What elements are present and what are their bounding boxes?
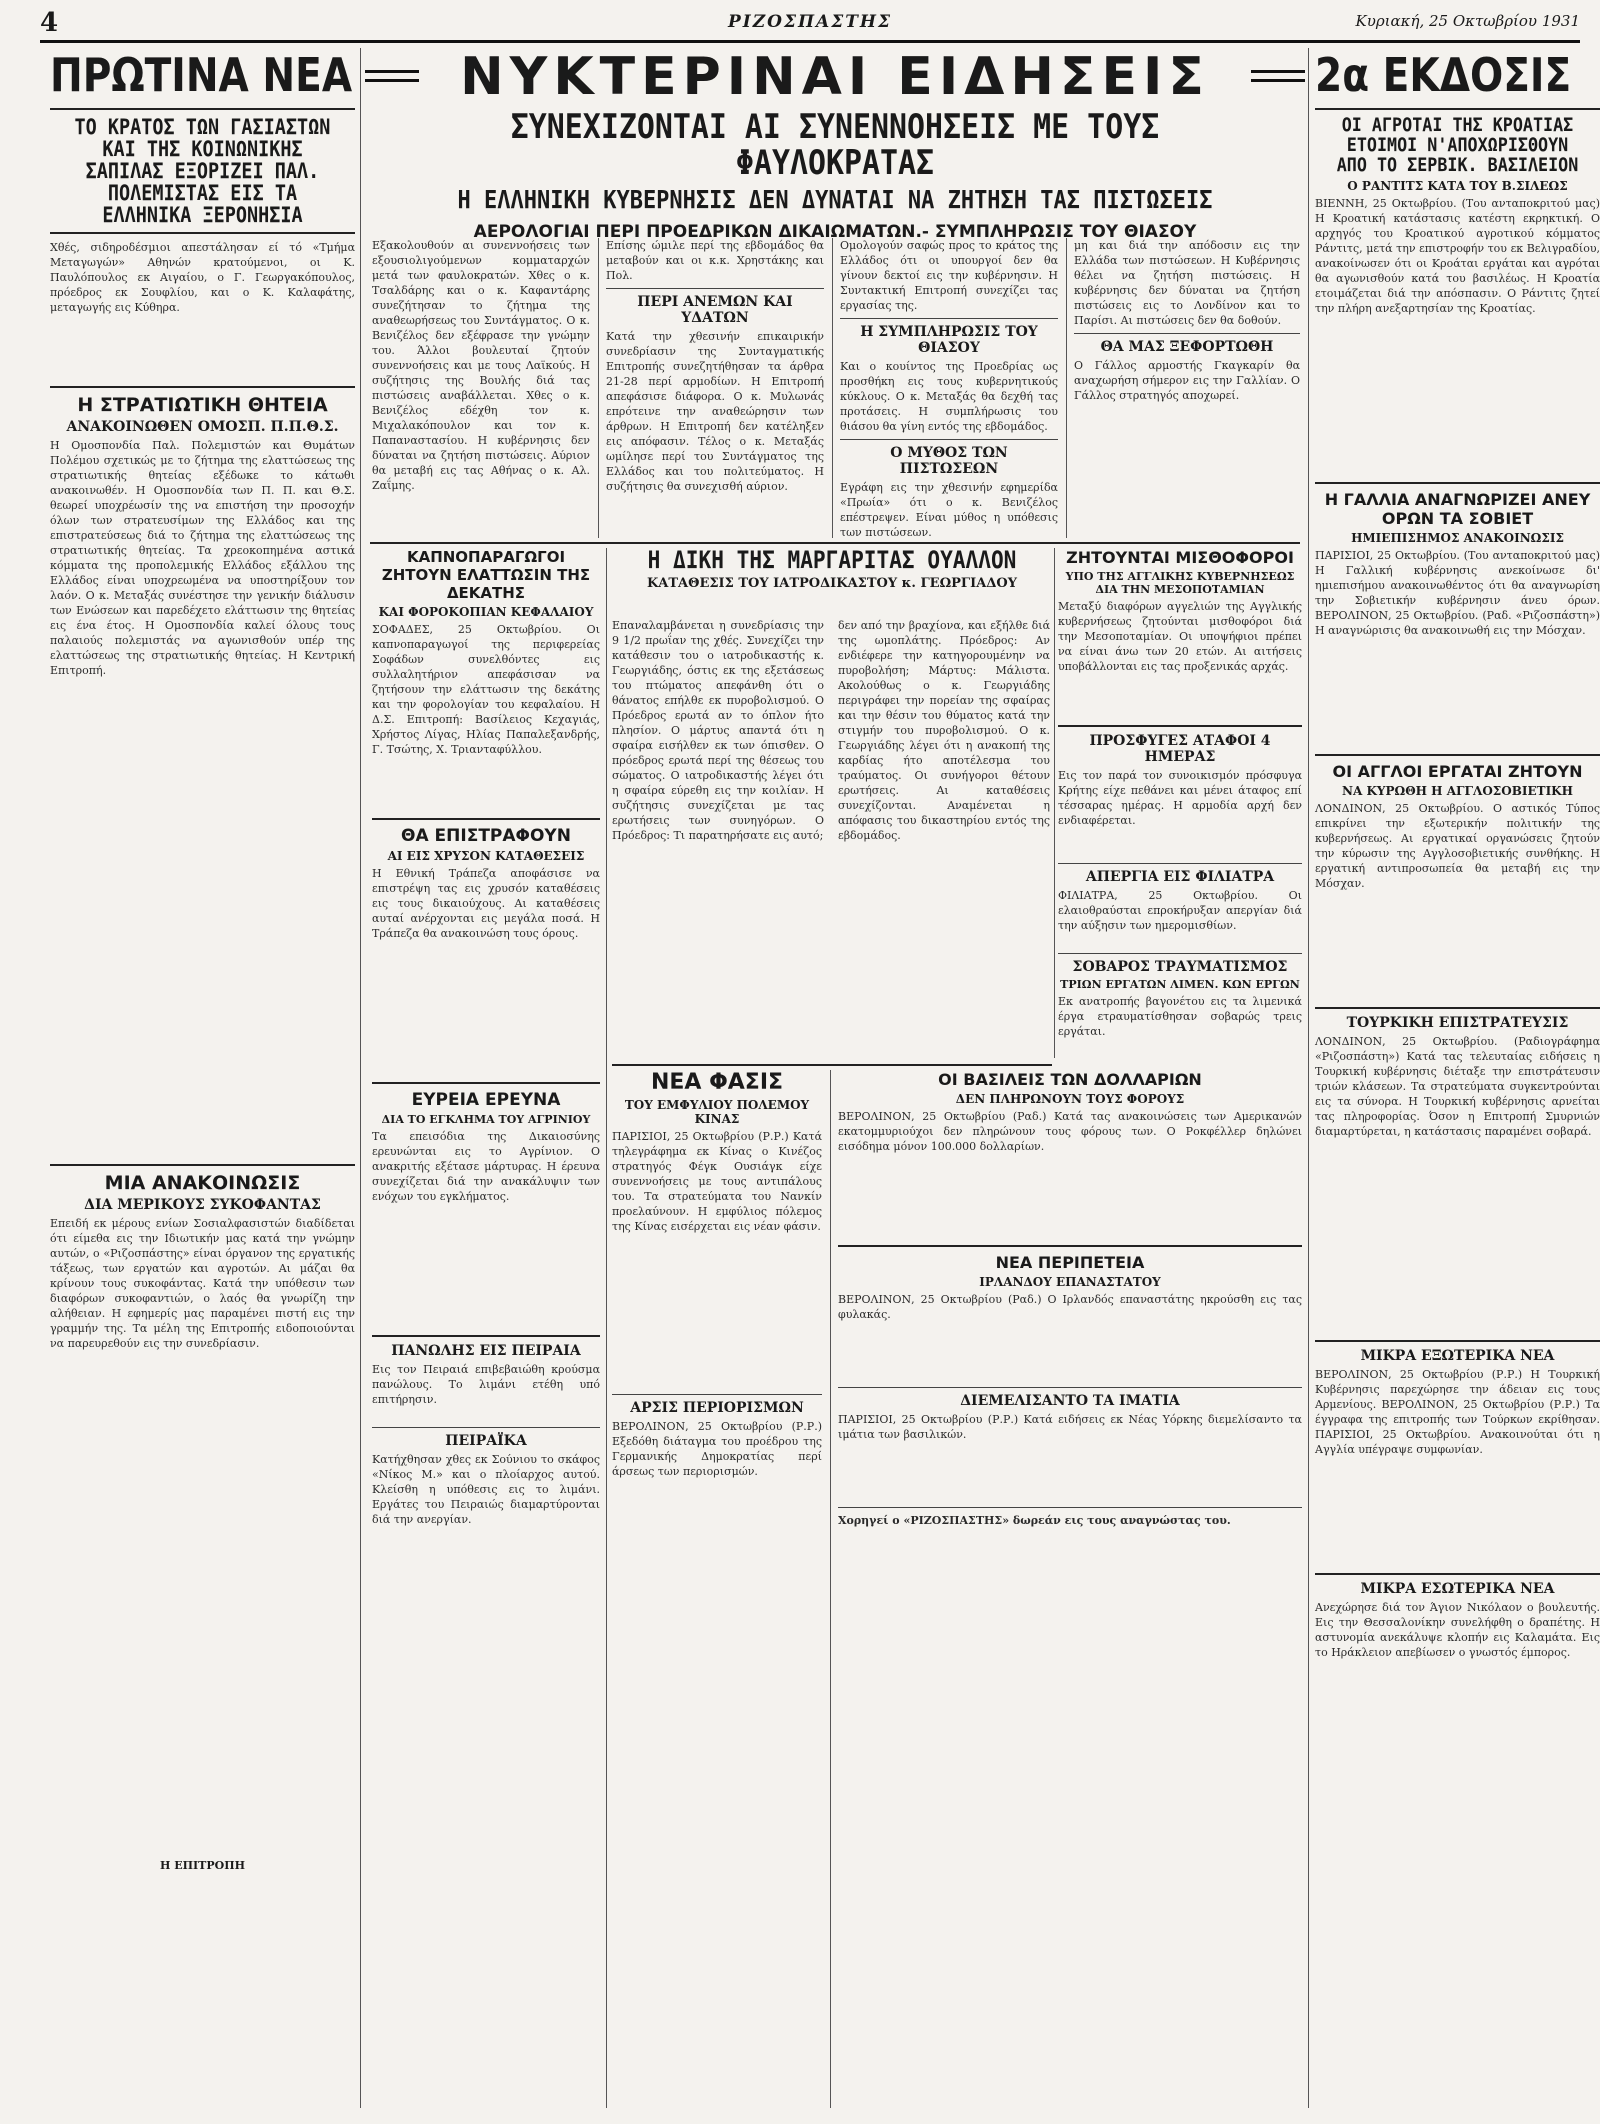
refugees-title: ΠΡΟΣΦΥΓΕΣ ΑΤΑΦΟΙ 4 ΗΜΕΡΑΣ [1089,733,1271,765]
piraeus-title: ΠΕΙΡΑΪΚΑ [445,1433,527,1449]
plague-body: Εις τον Πειραιά επιβεβαιώθη κρούσμα πανώλους. Το λιμάνι ετέθη υπό επιτήρησιν. [372,1363,600,1406]
column-rule [1054,548,1055,1058]
mercenaries-title: ΖΗΤΟΥΝΤΑΙ ΜΙΣΘΟΦΟΡΟΙ [1066,548,1294,567]
section-rule [370,542,1300,544]
divider [1058,953,1302,954]
divider [50,1164,355,1166]
credit-myth-title: Ο ΜΥΘΟΣ ΤΩΝ ΠΙΣΤΩΣΕΩΝ [890,445,1008,477]
agrinio-title: ΕΥΡΕΙΑ ΕΡΕΥΝΑ [411,1090,561,1110]
lead-body: Χθές, σιδηροδέσμιοι απεστάλησαν εί τό «Τμήμα Μεταγωγών» Αθηνών κρατούμενοι, οι Κ. Παυλόπουλος εκ Αιγαίου, ο Γ. Γεωργακόπουλος, πρόεδρος εκ Σουφλίου, και ο Κ. Καλαφάτης, μεταγωγής εις Κύθηρα. [50,241,355,315]
mercenaries-body: Μεταξύ διαφόρων αγγελιών της Αγγλικής κυβερνήσεως ζητούνται μισθοφόροι διά την Μεσοποταμίαν. Οι υποψήφιοι πρέπει να είναι άνω των 20 ετών. Αι αιτήσεις υποβάλλονται εις τας προξενικάς αρχάς. [1058,600,1302,673]
english-workers-body: ΛΟΝΔΙΝΟΝ, 25 Οκτωβρίου. Ο αστικός Τύπος επικρίνει την εξωτερικήν πολιτικήν της κυβερνήσεως. Αι εργατικαί οργανώσεις ζητούν την κύρωσιν της Αγγλοσοβιετικής συνθήκης. Η εργατική αντιπροσωπεία θα μεταβή εις την Μόσχαν. [1315,801,1600,890]
english-workers-title: ΟΙ ΑΓΓΛΟΙ ΕΡΓΑΤΑΙ ΖΗΤΟΥΝ [1332,761,1583,781]
wallon-title: Η ΔΙΚΗ ΤΗΣ ΜΑΡΓΑΡΙΤΑΣ ΟΥΑΛΛΟΝ [647,546,1017,574]
night-news-banner [365,48,1305,106]
section-footer: Η ΕΠΙΤΡΟΠΗ [160,1859,245,1873]
dollar-kings-title: ΟΙ ΒΑΣΙΛΕΙΣ ΤΩΝ ΔΟΛΛΑΡΙΩΝ [938,1070,1202,1089]
column-rule [1308,48,1309,2108]
wallon-trial-article [612,548,1052,1058]
irish-title: ΝΕΑ ΠΕΡΙΠΕΤΕΙΑ [995,1253,1145,1272]
column-second-edition [1315,48,1600,2108]
domestic-news-title: ΜΙΚΡΑ ΕΣΩΤΕΡΙΚΑ ΝΕΑ [1360,1580,1555,1597]
dollar-kings-subtitle: ΔΕΝ ΠΛΗΡΩΝΟΥΝ ΤΟΥΣ ΦΟΡΟΥΣ [955,1092,1185,1106]
divider [50,108,355,110]
divider [840,318,1058,319]
divider [1315,482,1600,484]
china-subtitle: ΤΟΥ ΕΜΦΥΛΙΟΥ ΠΟΛΕΜΟΥ ΚΙΝΑΣ [624,1098,810,1126]
second-edition-header: 2α ΕΚΔΟΣΙΣ [1315,48,1572,102]
divider [50,386,355,388]
masthead-rule [40,40,1580,43]
section-title: ΜΙΑ ΑΝΑΚΟΙΝΩΣΙΣ [104,1172,301,1195]
tobacco-subtitle: ΚΑΙ ΦΟΡΟΚΟΠΙΑΝ ΚΕΦΑΛΑΙΟΥ [378,605,594,619]
divider [606,288,824,289]
wallon-subtitle: ΚΑΤΑΘΕΣΙΣ ΤΟΥ ΙΑΤΡΟΔΙΚΑΣΤΟΥ κ. ΓΕΩΡΓΙΑΔΟΥ [646,576,1018,592]
croatia-headline: ΟΙ ΑΓΡΟΤΑΙ ΤΗΣ ΚΡΟΑΤΙΑΣ ΕΤΟΙΜΟΙ Ν'ΑΠΟΧΩΡΙΣΘΟΥΝ ΑΠΟ ΤΟ ΣΕΡΒΙΚ. ΒΑΣΙΛΕΙΟΝ [1336,114,1579,176]
turkish-mobilization-body: ΛΟΝΔΙΝΟΝ, 25 Οκτωβρίου. (Ραδιογράφημα «Ριζοσπάστη») Κατά τας τελευταίας ειδήσεις η Τουρκική κυβέρνησις διέταξε την επιστράτευσιν τριών κλάσεων. Τα στρατεύματα συγκεντρούνται εις τα σύνορα. Η Τουρκική κυβέρνησις αρνείται τας πληροφορίας. Όσον η Επιτροπή Σμυρνιών διαμαρτύρεται, η κατάστασις παραμένει σοβαρά. [1315,1034,1600,1138]
masthead [40,6,1580,40]
main-column-4 [1074,238,1300,538]
divider [50,232,355,234]
filiatra-title: ΑΠΕΡΓΙΑ ΕΙΣ ΦΙΛΙΑΤΡΑ [1085,869,1275,885]
agrinio-subtitle: ΔΙΑ ΤΟ ΕΓΚΛΗΜΑ ΤΟΥ ΑΓΡΙΝΙΟΥ [381,1113,591,1126]
divider [1074,333,1300,334]
filiatra-body: ΦΙΛΙΑΤΡΑ, 25 Οκτωβρίου. Οι ελαιοθραύσται επροκήρυξαν απεργίαν διά την αύξησιν των ημερομισθίων. [1058,889,1302,932]
winds-waters-body: Κατά την χθεσινήν επικαιρικήν συνεδρίασιν της Συνταγματικής Επιτροπής συνεζητήθησαν τα άρθρα 21-28 περί αρμοδίων. Η Επιτροπή απεφάσισε διάφορα. Ο κ. Μυλωνάς επρότεινε την αναθεώρησιν των άρθρων. Η Επιτροπή δεν κατέληξεν εις απόφασιν. Τέλος ο κ. Μεταξάς ωμίλησε περί του Συντάγματος της Ελλάδος και του πολιτεύματος. Η συζήτησις θα συνεχισθή αύριον. [606,330,824,493]
mid-right-column [1058,548,1302,1058]
troupe-body: Και ο κουίντος της Προεδρίας ως προσθήκη εις τους κυβερνητικούς κύκλους. Ο κ. Μεταξάς θα δεχθή τας προτάσεις. Η συμπλήρωσις του θιάσου θα γίνη εντός της εβδομάδος. [840,360,1058,433]
promo-note: Χορηγεί ο «ΡΙΖΟΣΠΑΣΤΗΣ» δωρεάν εις τους αναγνώστας του. [838,1514,1231,1527]
mid-left-column [372,548,600,2108]
divider [1315,108,1600,110]
lead-headline: ΤΟ ΚΡΑΤΟΣ ΤΩΝ ΓΑΣΙΑΣΤΩΝ ΚΑΙ ΤΗΣ ΚΟΙΝΩΝΙΚΗΣ ΣΑΠΙΛΑΣ ΕΞΟΡΙΖΕΙ ΠΑΛ. ΠΟΛΕΜΙΣΤΑΣ ΕΙΣ ΤΑ ΕΛΛΗΝΙΚΑ ΞΕΡΟΝΗΣΙΑ [74,115,331,228]
column-4-body: μη και διά την απόδοσιν εις την Ελλάδα των πιστώσεων. Η Κυβέρνησις θέλει να ζητήση πιστώσεις. Η κυβέρνησις δεν δύναται να ζητήση πιστώσεις εις το Λονδίνον και το Παρίσι. Αι πιστώσεις δεν θα δοθούν. [1074,239,1300,327]
troupe-title: Η ΣΥΜΠΛΗΡΩΣΙΣ ΤΟΥ ΘΙΑΣΟΥ [860,324,1038,356]
divider [838,1245,1302,1247]
mercenaries-subtitle: ΥΠΟ ΤΗΣ ΑΓΓΛΙΚΗΣ ΚΥΒΕΡΝΗΣΕΩΣ ΔΙΑ ΤΗΝ ΜΕΣΟΠΟΤΑΜΙΑΝ [1065,570,1295,596]
main-headline-block [370,107,1300,242]
unload-title: ΘΑ ΜΑΣ ΞΕΦΟΡΤΩΘΗ [1100,339,1274,355]
divider [372,1427,600,1428]
domestic-news-body: Ανεχώρησε διά τον Άγιον Νικόλαον ο βουλευτής. Εις την Θεσσαλονίκην συνελήφθη ο δραπέτης. Η αστυνομία ανεκάλυψε κλοπήν εις Καλαμάτα. Εις το Ηράκλειον απεβίωσεν ο γνωστός έμπορος. [1315,1600,1600,1659]
section-body: Η Ομοσπονδία Παλ. Πολεμιστών και Θυμάτων Πολέμου σχετικώς με το ζήτημα της ελαττώσεως της στρατιωτικής θητείας εξέδωκε το κάτωθι ανακοινωθέν. Η Ομοσπονδία των Π. Π. και Θ.Σ. θεωρεί υποχρέωσίν της να επιστήση την προσοχήν όλων των στρατευσίμων της Ελλάδος και της επιστρατεύσεως διά το ζήτημα της ελαττώσεως της στρατιωτικής θητείας. Τα χρεοκοπημένα αστικά κόμματα της προπολεμικής Ελλάδος εξάλλου της Ελλάδος είναι υποχρεωμένα να υποστηρίξουν τον λαόν. Ο κ. Μεταξάς συνέστησε την γενικήν διάλυσιν των Ενώσεων και παρεδέχετο ελάττωσιν της θητείας εις ένα έτος. Η Ομοσπονδία καλεί όλους τους παλαιούς πολεμιστάς να αγωνισθούν υπέρ της ελαττώσεως της στρατιωτικής θητείας. Η Κεντρική Επιτροπή. [50,439,355,678]
column-early-news [50,48,355,2108]
english-workers-subtitle: ΝΑ ΚΥΡΩΘΗ Η ΑΓΓΛΟΣΟΒΙΕΤΙΚΗ [1342,783,1573,798]
injury-subtitle: ΤΡΙΩΝ ΕΡΓΑΤΩΝ ΛΙΜΕΝ. ΚΩΝ ΕΡΓΩΝ [1060,978,1300,991]
piraeus-body: Κατήχθησαν χθες εκ Σούνιου το σκάφος «Νίκος Μ.» και ο πλοίαρχος αυτού. Κλείσθη η υπόθεσις εις το λιμάνι. Εργάτες του Πειραιώς διαμαρτύρονται διά την ανεργίαν. [372,1453,600,1526]
divider [612,1394,822,1395]
main-column-3 [840,238,1058,538]
main-subhead-2: ΑΕΡΟΛΟΓΙΑΙ ΠΕΡΙ ΠΡΟΕΔΡΙΚΩΝ ΔΙΚΑΙΩΜΑΤΩΝ.- ΣΥΜΠΛΗΡΩΣΙΣ ΤΟΥ ΘΙΑΣΟΥ [473,221,1197,242]
divider [1058,863,1302,864]
column-3-top: Ομολογούν σαφώς προς το κράτος της Ελλάδος ότι οι υπουργοί δεν θα γίνουν δεκτοί εις την κυβέρνησιν. Η Συντακτική Επιτροπή συνεχίζει τας εργασίας της. [840,239,1058,312]
section-rule [612,1064,1052,1066]
section-subtitle: ΔΙΑ ΜΕΡΙΚΟΥΣ ΣΥΚΟΦΑΝΤΑΣ [84,1197,321,1214]
paper-name: ΡΙΖΟΣΠΑΣΤΗΣ [728,12,892,32]
column-rule [1066,238,1067,538]
garments-body: ΠΑΡΙΣΙΟΙ, 25 Οκτωβρίου (Ρ.Ρ.) Κατά ειδήσεις εκ Νέας Υόρκης διεμελίσαντο τα ιμάτια των βασιλικών. [838,1413,1302,1441]
foreign-news-title: ΜΙΚΡΑ ΕΞΩΤΕΡΙΚΑ ΝΕΑ [1360,1347,1555,1364]
column-rule [832,238,833,538]
china-body: ΠΑΡΙΣΙΟΙ, 25 Οκτωβρίου (Ρ.Ρ.) Κατά τηλεγράφημα εκ Κίνας ο Κινέζος στρατηγός Φέγκ Ουσιάγκ είχε συνεννοήσεις με τους αντιπάλους του. Τα στρατεύματα του Νανκίν προελαύνουν. Η εμφύλιος πόλεμος της Κίνας εισέρχεται εις νέαν φάσιν. [612,1130,822,1233]
divider [1315,1573,1600,1575]
divider [1058,725,1302,727]
unload-body: Ο Γάλλος αρμοστής Γκαγκαρίν θα αναχωρήση σήμερον εις την Γαλλίαν. Ο Γάλλος στρατηγός αποχωρεί. [1074,359,1300,402]
lower-right-block [838,1070,1302,2108]
wallon-body-right: δεν από την βραχίονα, και εξήλθε διά της ωμοπλάτης. Πρόεδρος: Αν ενδιέφερε την κατηγορουμένην να πυροβολήση; Μάρτυς: Μάλιστα. Ακολούθως ο κ. Γεωργιάδης περιγράφει την πορείαν της σφαίρας και την θέσιν του θύματος κατά την στιγμήν του πυροβολισμού. Ο κ. Γεωργιάδης λέγει ότι η ανακοπή της καρδίας ήτο αποτέλεσμα του τραύματος. Οι συνήγοροι θέτουν ερωτήσεις. Αι καταθέσεις συνεχίζονται. Αναμένεται η απόφασις του δικαστηρίου εντός της εβδομάδος. [838,619,1050,842]
main-headline: ΣΥΝΕΧΙΖΟΝΤΑΙ ΑΙ ΣΥΝΕΝΝΟΗΣΕΙΣ ΜΕ ΤΟΥΣ ΦΑΥΛΟΚΡΑΤΑΣ [510,107,1160,183]
agrinio-body: Τα επεισόδια της Δικαιοσύνης ερευνώνται εις το Αγρίνιον. Ο ανακριτής εξέτασε μάρτυρας. Η έρευνα συνεχίζεται διά την ανακάλυψιν των ενόχων του εγκλήματος. [372,1130,600,1203]
tobacco-body: ΣΟΦΑΔΕΣ, 25 Οκτωβρίου. Οι καπνοπαραγωγοί της περιφερείας Σοφάδων συνελθόντες εις συλλαλητήριον απεφάσισαν να ζητήσουν την ελάττωσιν της δεκάτης και την φορολογίαν του κεφαλαίου. Η Δ.Σ. Επιτροπή: Βασίλειος Κεχαγιάς, Χρήστος Λίγας, Ηλίας Παπαλεξανδρής, Γ. Τσώτης, Χ. Τριανταφύλλου. [372,623,600,756]
dollar-kings-body: ΒΕΡΟΛΙΝΟΝ, 25 Οκτωβρίου (Ραδ.) Κατά τας ανακοινώσεις των Αμερικανών εκατομμυριούχοι δεν πληρώνουν τους φόρους των. Ο Ροκφέλλερ δηλώνει εισόδημα μόνον 100.000 δολλαρίων. [838,1110,1302,1153]
divider [840,439,1058,440]
china-article [612,1070,822,2108]
france-soviet-title: Η ΓΑΛΛΙΑ ΑΝΑΓΝΩΡΙΖΕΙ ΑΝΕΥ ΟΡΩΝ ΤΑ ΣΟΒΙΕΤ [1324,489,1591,528]
page-number: 4 [40,8,59,38]
croatia-body: ΒΙΕΝΝΗ, 25 Οκτωβρίου. (Του ανταποκριτού μας) Η Κροατική κατάστασις κατέστη εκρηκτική. Ο αρχηγός του Κροατικού αγροτικού κόμματος Ράντιτς, μετά την επιστροφήν του εκ Βελιγραδίου, ανακοίνωσεν ότι οι Κροάται εργάται και αγρόται θα αγωνισθούν κατά του βασιλέως. Η Κροατία ετοιμάζεται διά την απόσπασιν. Ο Ράντιτς ζητεί την πλήρη ανεξαρτησίαν της Κροατίας. [1315,196,1600,315]
tobacco-title: ΚΑΠΝΟΠΑΡΑΓΩΓΟΙ ΖΗΤΟΥΝ ΕΛΑΤΤΩΣΙΝ ΤΗΣ ΔΕΚΑΤΗΣ [381,548,591,602]
gold-deposits-subtitle: ΑΙ ΕΙΣ ΧΡΥΣΟΝ ΚΑΤΑΘΕΣΕΙΣ [387,849,585,863]
divider [372,1082,600,1084]
section-body: Επειδή εκ μέρους ενίων Σοσιαλφασιστών διαδίδεται ότι είμεθα εις την Ιδιωτικήν μας κατά την γνώμην αυτών, ο «Ριζοσπάστης» είναι όργανον της εργατικής τάξεως, των εργατών και αγροτών. Αι μάζαι θα κρίνουν τους συκοφάντας. Κατά την υπόθεσιν των διαφόρων συκοφαντιών, ο λαός θα γνωρίζη την αλήθειαν. Η εφημερίς μας παραμένει πιστή εις την γραμμήν της. Τα μέλη της Επιτροπής ειδοποιούνται να παρευρεθούν εις την συνεδρίασιν. [50,1217,355,1351]
column-rule [598,238,599,538]
divider [1315,1340,1600,1342]
irish-body: ΒΕΡΟΛΙΝΟΝ, 25 Οκτωβρίου (Ραδ.) Ο Ιρλανδός επαναστάτης ηκρούσθη εις τας φυλακάς. [838,1293,1302,1321]
divider [372,1335,600,1337]
banner-ornament-left [365,70,419,82]
column-rule [830,1070,831,2108]
winds-waters-title: ΠΕΡΙ ΑΝΕΜΩΝ ΚΑΙ ΥΔΑΤΩΝ [637,294,793,326]
column-2-top: Επίσης ώμιλε περί της εβδομάδος θα μεταβούν και οι κ.κ. Χρηστάκης και Πολ. [606,239,824,282]
garments-title: ΔΙΕΜΕΛΙΣΑΝΤΟ ΤΑ ΙΜΑΤΙΑ [960,1393,1180,1409]
banner-title: ΝΥΚΤΕΡΙΝΑΙ ΕΙΔΗΣΕΙΣ [460,47,1210,107]
france-soviet-body: ΠΑΡΙΣΙΟΙ, 25 Οκτωβρίου. (Του ανταποκριτού μας) Η Γαλλική κυβέρνησις ανεκοίνωσε δι' ημιεπισήμου ανακοινωθέντος ότι θα αναγνωρίση την Σοβιετικήν κυβέρνησιν άνευ όρων. ΒΕΡΟΛΙΝΟΝ, 25 Οκτωβρίου. (Ραδ. «Ριζοσπάστη») Η αναγνώρισις θα ανακοινωθή εις την Μόσχαν. [1315,548,1600,637]
main-subhead: Η ΕΛΛΗΝΙΚΗ ΚΥΒΕΡΝΗΣΙΣ ΔΕΝ ΔΥΝΑΤΑΙ ΝΑ ΖΗΤΗΣΗ ΤΑΣ ΠΙΣΤΩΣΕΙΣ [457,185,1213,215]
section-subtitle: ΑΝΑΚΟΙΝΩΘΕΝ ΟΜΟΣΠ. Π.Π.Θ.Σ. [66,419,339,436]
gold-deposits-body: Η Εθνική Τράπεζα αποφάσισε να επιστρέψη τας εις χρυσόν καταθέσεις εις τους δικαιούχους. Αι καταθέσεις αυταί ανέρχονται εις μεγάλα ποσά. Η Τράπεζα θα ανακοινώση τους όρους. [372,867,600,940]
injury-title: ΣΟΒΑΡΟΣ ΤΡΑΥΜΑΤΙΣΜΟΣ [1072,959,1288,975]
divider [1315,754,1600,756]
wallon-body-left: Επαναλαμβάνεται η συνεδρίασις την 9 1/2 πρωΐαν της χθές. Συνεχίζει την κατάθεσιν του ο ιατροδικαστής κ. Γεωργιάδης, όστις εκ της εξετάσεως του πτώματος απεφάνθη ότι ο θάνατος επήλθε εκ πυροβολισμού. Ο Πρόεδρος ερωτά αν το όπλον ήτο πλησίον. Ο μάρτυς απαντά ότι η σφαίρα εισήλθεν εκ των όπισθεν. Ο πρόεδρος ερωτά περί της θέσεως του σώματος. Ο ιατροδικαστής λέγει ότι η σφαίρα εύρεθη εις την κοιλίαν. Η συζήτησις συνεχίζεται με τας ερωτήσεις των συνηγόρων. Ο Πρόεδρος: Τι παρατηρήσατε εις αυτό; [612,619,824,842]
china-title: ΝΕΑ ΦΑΣΙΣ [650,1070,784,1095]
injury-body: Εκ ανατροπής βαγονέτου εις τα λιμενικά έργα ετραυματίσθησαν σοβαρώς τρεις εργάται. [1058,995,1302,1038]
main-column-2 [606,238,824,538]
foreign-news-body: ΒΕΡΟΛΙΝΟΝ, 25 Οκτωβρίου (Ρ.Ρ.) Η Τουρκική Κυβέρνησις παρεχώρησε την άδειαν εις τους Αρμενίους. ΒΕΡΟΛΙΝΟΝ, 25 Οκτωβρίου (Ρ.Ρ.) Τα έγγραφα της επιτροπής των Τούρκων εκρίθησαν. ΠΑΡΙΣΙΟΙ, 25 Οκτωβρίου. Ανακοινούται ότι η Αγγλία υπέγραψε συμφωνίαν. [1315,1367,1600,1456]
credit-myth-body: Εγράφη εις την χθεσινήν εφημερίδα «Πρωία» ότι ο κ. Βενιζέλος επέστρεψεν. Είναι μύθος η υπόθεσις των πιστώσεων. [840,481,1058,539]
refugees-body: Εις τον παρά τον συνοικισμόν πρόσφυγα Κρήτης είχε πεθάνει και μένει άταφος επί τέσσαρας ημέρας. Η αρμοδία αρχή δεν ενδιαφέρεται. [1058,769,1302,827]
irish-subtitle: ΙΡΛΑΝΔΟΥ ΕΠΑΝΑΣΤΑΤΟΥ [979,1275,1161,1289]
divider [1315,1007,1600,1009]
restrictions-title: ΑΡΣΙΣ ΠΕΡΙΟΡΙΣΜΩΝ [630,1400,804,1416]
croatia-subtitle: Ο ΡΑΝΤΙΤΣ ΚΑΤΑ ΤΟΥ Β.ΣΙΛΕΩΣ [1347,178,1568,193]
early-news-header: ΠΡΩΤΙΝΑ ΝΕΑ [50,48,353,102]
gold-deposits-title: ΘΑ ΕΠΙΣΤΡΑΦΟΥΝ [401,826,571,846]
banner-ornament-right [1251,70,1305,82]
france-soviet-subtitle: ΗΜΙΕΠΙΣΗΜΟΣ ΑΝΑΚΟΙΝΩΣΙΣ [1351,530,1564,545]
column-rule [360,48,361,2108]
divider [838,1387,1302,1388]
section-title: Η ΣΤΡΑΤΙΩΤΙΚΗ ΘΗΤΕΙΑ [77,394,328,417]
column-rule [606,548,607,2108]
divider [838,1507,1302,1508]
issue-date: Κυριακή, 25 Οκτωβρίου 1931 [1355,12,1580,30]
main-column-1: Εξακολουθούν αι συνεννοήσεις των εξουσιολιγούμενων κομματαρχών μετά των φαυλοκρατών. Χθες ο κ. Τσαλδάρης και ο κ. Καφαντάρης συνεζήτησαν το ζήτημα της αναθεωρήσεως του Συντάγματος. Ο κ. Βενιζέλος δεν εξέφρασε την γνώμην του. Άλλοι βουλευταί ζητούν συνεννοήσεις και με τους Λαϊκούς. Η συζήτησις της Βουλής διά τας πιστώσεις αναβάλλεται. Χθες ο κ. Βενιζέλος εδέχθη τον κ. Μιχαλακόπουλον και τον κ. Παπαναστασίου. Η κυβέρνησις δεν δύναται να ζητήση πιστώσεις. Αύριον θα μεταβή εις τας Αθήνας ο κ. Αλ. Ζαΐμης. [372,239,590,492]
turkish-mobilization-title: ΤΟΥΡΚΙΚΗ ΕΠΙΣΤΡΑΤΕΥΣΙΣ [1346,1014,1569,1031]
divider [372,818,600,820]
plague-title: ΠΑΝΩΛΗΣ ΕΙΣ ΠΕΙΡΑΙΑ [391,1343,581,1359]
restrictions-body: ΒΕΡΟΛΙΝΟΝ, 25 Οκτωβρίου (Ρ.Ρ.) Εξεδόθη διάταγμα του προέδρου της Γερμανικής Δημοκρατίας περί άρσεως των περιορισμών. [612,1420,822,1478]
